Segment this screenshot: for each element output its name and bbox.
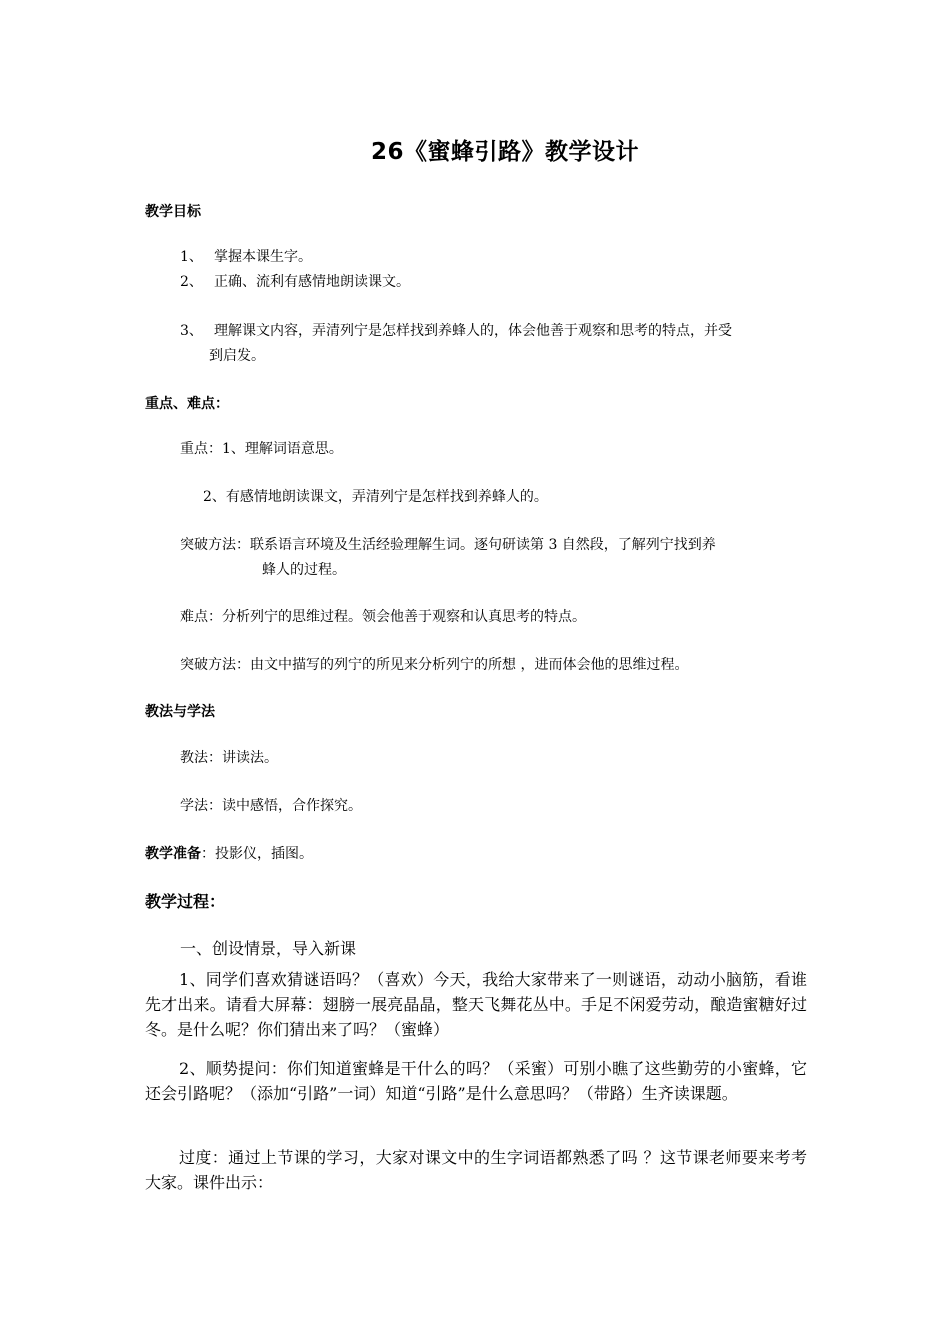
goal-text-continued: 到启发。 [209,348,265,364]
breakthrough-method-1-continued: 蜂人的过程。 [262,562,346,578]
breakthrough-method-2: 突破方法：由文中描写的列宁的所见来分析列宁的所想 ，进而体会他的思维过程。 [180,657,689,673]
goal-item [180,320,732,340]
goal-text: 理解课文内容，弄清列宁是怎样找到养蜂人的，体会他善于观察和思考的特点，并受 [214,323,732,339]
learning-method: 学法：读中感悟，合作探究。 [180,798,362,814]
process-heading: 教学过程： [145,892,226,911]
difficulty-point: 难点：分析列宁的思维过程。领会他善于观察和认真思考的特点。 [180,609,586,625]
goal-number: 2、 [180,274,203,290]
keypoints-heading: 重点、难点： [145,396,229,412]
goals-heading: 教学目标 [145,204,201,220]
key-point-2: 2、有感情地朗读课文，弄清列宁是怎样找到养蜂人的。 [203,489,548,505]
section-heading: 一、创设情景，导入新课 [180,939,357,958]
preparation-text: ：投影仪，插图。 [201,846,313,862]
paragraph: 过度：通过上节课的学习，大家对课文中的生字词语都熟悉了吗 ？这节课老师要来考考大家。课件出示： [145,1148,807,1192]
teaching-method: 教法：讲读法。 [180,750,278,766]
preparation-label: 教学准备 [145,846,201,862]
goal-number: 1、 [180,249,203,265]
goal-item [180,246,312,266]
key-point-1: 重点：1、理解词语意思。 [180,441,343,457]
teaching-preparation [145,843,313,863]
breakthrough-method-1: 突破方法：联系语言环境及生活经验理解生词。逐句研读第 3 自然段，了解列宁找到养 [180,537,716,553]
paragraph: 1、同学们喜欢猜谜语吗？（喜欢）今天，我给大家带来了一则谜语，动动小脑筋，看谁先才出来。请看大屏幕：翅膀一展亮晶晶，整天飞舞花丛中。手足不闲爱劳动，酿造蜜糖好过冬。是什么呢？你们猜出来了吗？（蜜蜂） [145,970,807,1039]
goal-text: 掌握本课生字。 [214,249,312,265]
document-title: 26《蜜蜂引路》教学设计 [370,139,639,165]
goal-number: 3、 [180,323,203,339]
goal-text: 正确、流利有感情地朗读课文。 [214,274,410,290]
methods-heading: 教法与学法 [145,704,215,720]
paragraph: 2、顺势提问：你们知道蜜蜂是干什么的吗？（采蜜）可别小瞧了这些勤劳的小蜜蜂，它还会引路呢？（添加“引路”一词）知道“引路”是什么意思吗？（带路）生齐读课题。 [145,1059,807,1103]
goal-item [180,271,410,291]
